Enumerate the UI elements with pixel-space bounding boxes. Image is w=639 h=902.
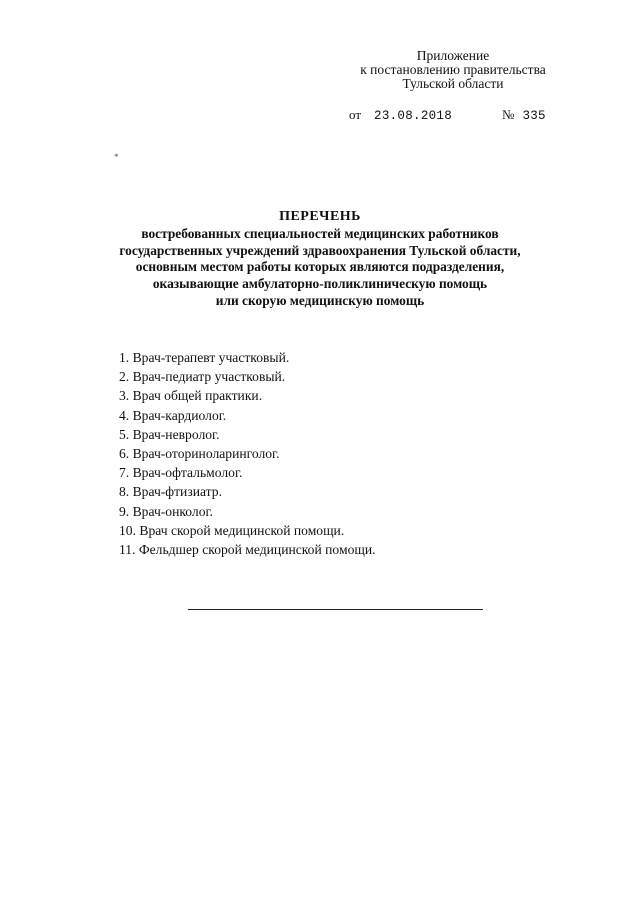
approval-line-3: Тульской области <box>402 76 504 91</box>
title-line: государственных учреждений здравоохранения Тульской области, <box>119 242 521 258</box>
list-item: 8. Врач-фтизиатр. <box>119 484 222 500</box>
title-line: востребованных специальностей медицинских работников <box>141 225 499 241</box>
list-item: 6. Врач-оториноларинголог. <box>119 446 280 462</box>
approval-line-2: к постановлению правительства <box>360 62 546 77</box>
title-line: оказывающие амбулаторно-поликлиническую помощь <box>152 276 488 292</box>
list-item: 11. Фельдшер скорой медицинской помощи. <box>119 542 376 558</box>
document-heading: ПЕРЕЧЕНЬ <box>279 209 361 224</box>
closing-rule <box>188 609 483 610</box>
approval-line-1: Приложение <box>416 48 490 63</box>
list-item: 3. Врач общей практики. <box>119 388 263 404</box>
date-label: от <box>349 107 362 122</box>
specialty-list <box>119 348 376 559</box>
number-label: № <box>502 107 515 122</box>
approval-block <box>330 49 576 91</box>
scan-speck: * <box>114 152 119 162</box>
list-item: 9. Врач-онколог. <box>119 503 213 519</box>
list-item: 5. Врач-невролог. <box>119 426 220 442</box>
list-item: 7. Врач-офтальмолог. <box>119 465 243 481</box>
list-item: 10. Врач скорой медицинской помощи. <box>119 522 345 538</box>
number-value: 335 <box>522 109 546 123</box>
list-item: 4. Врач-кардиолог. <box>119 407 227 423</box>
list-item: 2. Врач-педиатр участковый. <box>119 369 286 385</box>
title-line: основным местом работы которых являются подразделения, <box>135 259 505 275</box>
document-reference <box>349 107 546 123</box>
list-item: 1. Врач-терапевт участковый. <box>119 350 290 365</box>
title-block <box>60 209 580 310</box>
date-value: 23.08.2018 <box>374 109 453 123</box>
title-line: или скорую медицинскую помощь <box>215 292 425 308</box>
